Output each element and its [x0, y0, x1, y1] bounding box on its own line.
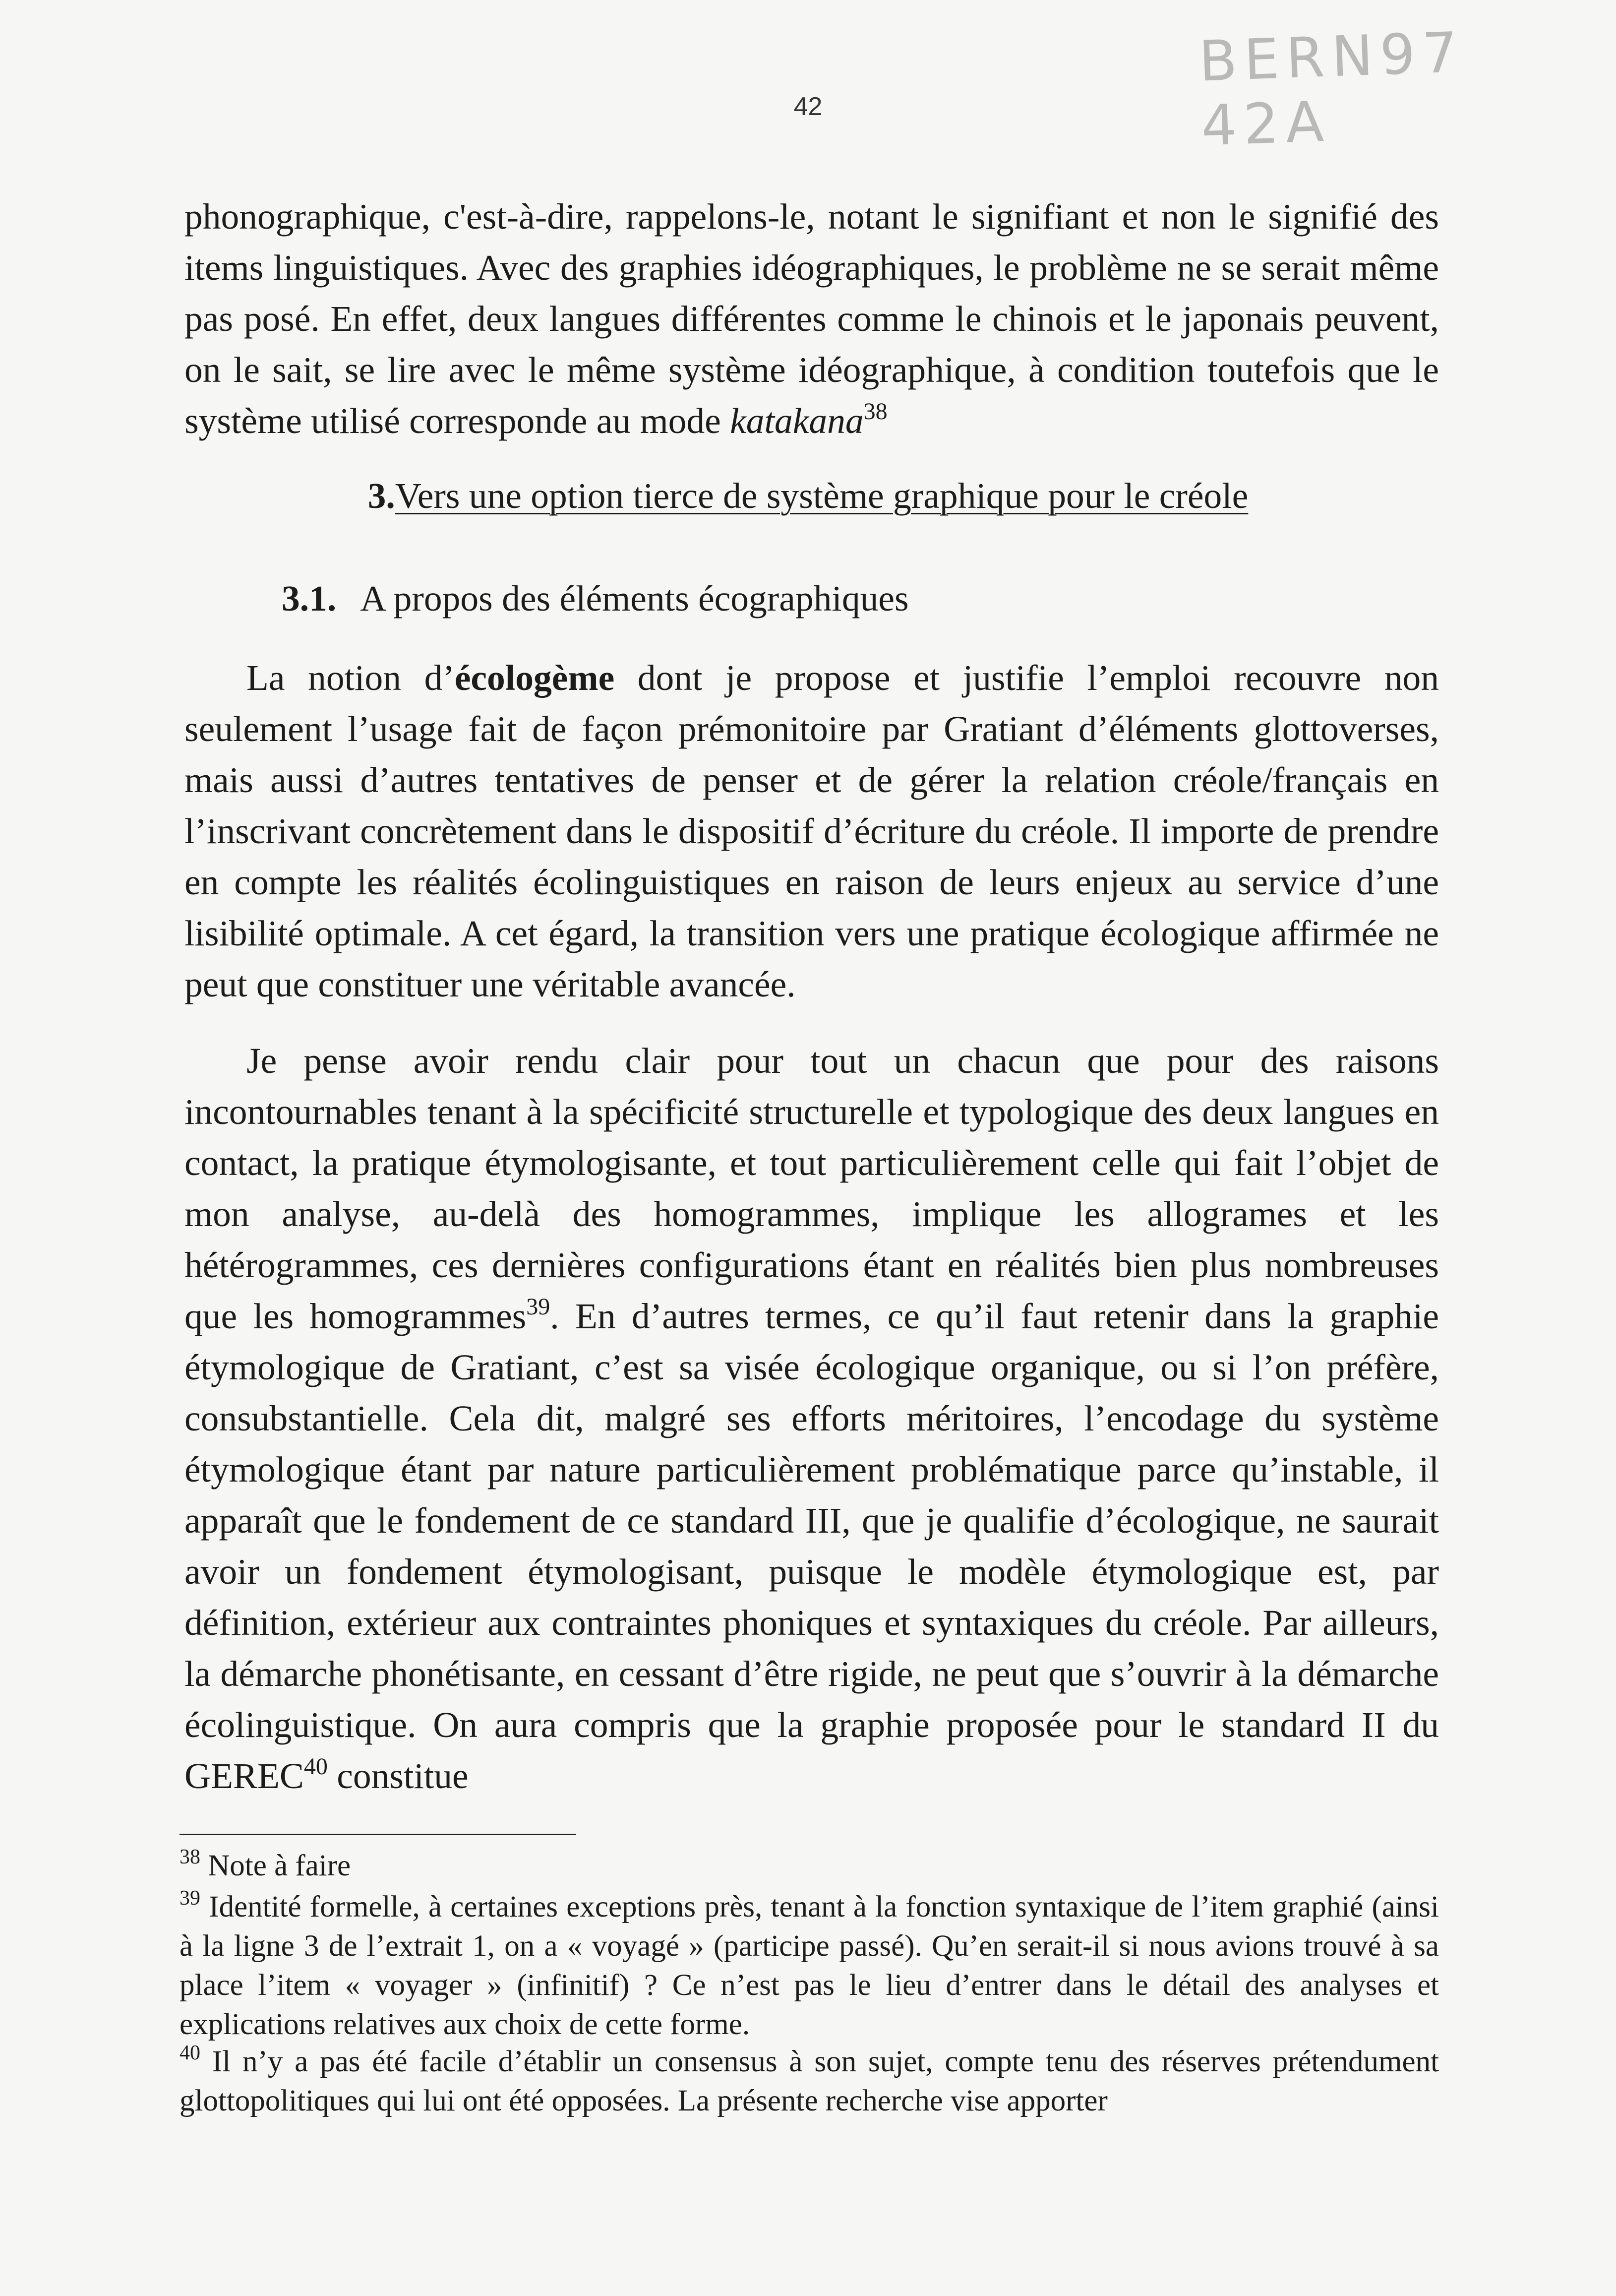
footnote-number: 39 [180, 1887, 200, 1910]
paragraph-text: La notion d’ [246, 658, 455, 698]
paragraph-text: . En d’autres termes, ce qu’il faut retenir dans la graphie étymologique de Gratiant, c’est sa visée écologique organique, ou si l’on préfère, consubstantielle. Cela dit, malgré ses efforts méritoires, l’encodage du système étymologique étant par nature particulièrement problématique parce qu’instable, il apparaît que le fondement de ce standard III, que je qualifie d’écologique, ne saurait avoir un fondement étymologisant, puisque le modèle étymologique est, par définition, extérieur aux contraintes phoniques et syntaxiques du créole. Par ailleurs, la démarche phonétisante, en cessant d’être rigide, ne peut que s’ouvrir à la démarche écolinguistique. On aura compris que la graphie proposée pour le standard II du GEREC [184, 1296, 1439, 1796]
subsection-title: A propos des éléments écographiques [360, 578, 909, 619]
footnote-reference: 40 [303, 1753, 328, 1780]
footnote-reference: 39 [526, 1294, 550, 1320]
paragraph [184, 652, 1439, 1010]
section-number: 3. [367, 476, 395, 516]
footnote-text: Note à faire [208, 1849, 351, 1882]
footnote-text: Il n’y a pas été facile d’établir un consensus à son sujet, compte tenu des réserves prétendument glottopolitiques qui lui ont été opposées. La présente recherche vise apporter [180, 2045, 1439, 2117]
section-heading [0, 470, 1616, 521]
footnote-number: 40 [180, 2042, 200, 2064]
footnote-text: Identité formelle, à certaines exceptions près, tenant à la fonction syntaxique de l’item graphié (ainsi à la ligne 3 de l’extrait 1, on a « voyagé » (participe passé). Qu’en serait-il si nous avions trouvé à sa place l’item « voyager » (infinitif) ? Ce n’est pas le lieu d’entrer dans le détail des analyses et explications relatives aux choix de cette forme. [180, 1890, 1439, 2041]
subsection-heading [282, 573, 909, 624]
bold-term: écologème [454, 658, 615, 698]
subsection-number: 3.1. [282, 578, 337, 619]
paragraph-text: phonographique, c'est-à-dire, rappelons-le, notant le signifiant et non le signifié des items linguistiques. Avec des graphies idéographiques, le problème ne se serait même pas posé. En effet, deux langues différentes comme le chinois et le japonais peuvent, on le sait, se lire avec le même système idéographique, à condition toutefois que le système utilisé corresponde au mode [184, 196, 1439, 441]
paragraph-text: dont je propose et justifie l’emploi recouvre non seulement l’usage fait de façon prémonitoire par Gratiant d’éléments glottoverses, mais aussi d’autres tentatives de penser et de gérer la relation créole/français en l’inscrivant concrètement dans le dispositif d’écriture du créole. Il importe de prendre en compte les réalités écolinguistiques en raison de leurs enjeux au service d’une lisibilité optimale. A cet égard, la transition vers une pratique écologique affirmée ne peut que constituer une véritable avancée. [184, 658, 1439, 1004]
footnote [180, 1846, 1439, 1885]
paragraph-text: constitue [327, 1756, 469, 1796]
section-title: Vers une option tierce de système graphique pour le créole [395, 476, 1249, 516]
paragraph [184, 1035, 1439, 1801]
italic-term: katakana [730, 401, 864, 441]
paragraph [184, 191, 1439, 446]
footnote [180, 1887, 1439, 2044]
footnote-separator [180, 1834, 576, 1835]
paragraph-text: Je pense avoir rendu clair pour tout un chacun que pour des raisons incontournables tenant à la spécificité structurelle et typologique des deux langues en contact, la pratique étymologisante, et tout particulièrement celle qui fait l’objet de mon analyse, au-delà des homogrammes, implique les allogrames et les hétérogrammes, ces dernières configurations étant en réalités bien plus nombreuses que les homogrammes [184, 1041, 1439, 1336]
footnote-reference: 38 [863, 398, 888, 425]
footnote-number: 38 [180, 1846, 200, 1868]
footnote [180, 2042, 1439, 2120]
handwritten-annotation: BERN97 42A [1197, 20, 1466, 159]
page-number: 42 [793, 92, 823, 121]
